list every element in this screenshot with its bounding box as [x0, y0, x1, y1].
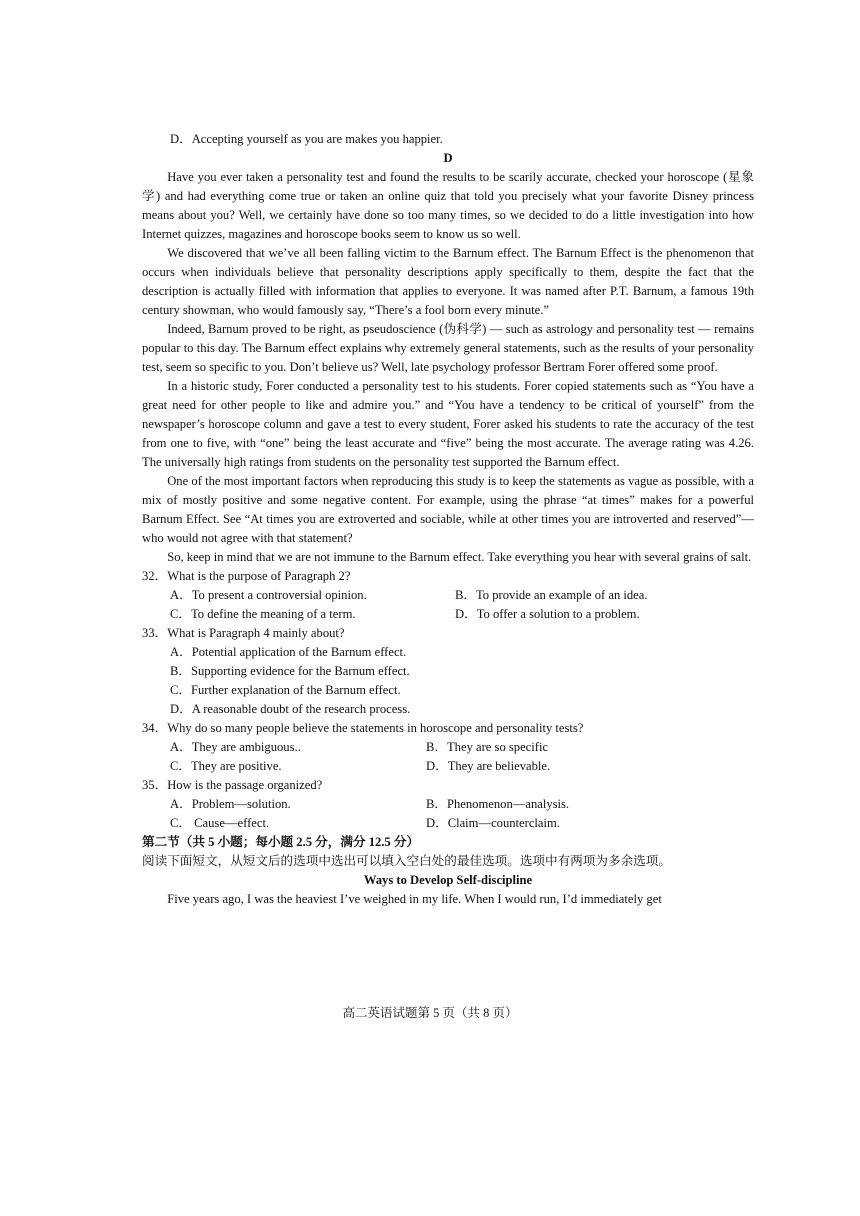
- option-a: A．To present a controversial opinion.: [170, 588, 367, 602]
- passage-paragraph-4: In a historic study, Forer conducted a personality test to his students. Forer copied statements such as “You have a great need for other people to like and admire you.” and “You have a tendency to be critical of yourself” from the newspaper’s horoscope column and gave a test to every student, Forer asked his students to rate the accuracy of the test from one to five, with “one” being the least accurate and “five” being the most accurate. The average rating was 4.26. The universally high ratings from students on the personality test supported the Barnum effect.: [142, 379, 754, 469]
- option-b: B．Supporting evidence for the Barnum effect.: [170, 664, 410, 678]
- option-c: C．They are positive.: [170, 759, 282, 773]
- question-32: [142, 567, 754, 624]
- question-stem: 33．What is Paragraph 4 mainly about?: [142, 626, 345, 640]
- option-b: B．They are so specific: [426, 740, 549, 754]
- section-two-title: Ways to Develop Self-discipline: [363, 873, 533, 887]
- option-c: C．Further explanation of the Barnum effect.: [170, 683, 401, 697]
- option-c: C． Cause—effect.: [170, 816, 270, 830]
- passage-paragraph-2: We discovered that we’ve all been falling victim to the Barnum effect. The Barnum Effect is the phenomenon that occurs when individuals believe that personality descriptions apply specifically to them, despite the fact that the description is actually filled with information that applies to everyone. It was named after P.T. Barnum, a famous 19th century showman, who would famously say, “There’s a fool born every minute.”: [142, 246, 754, 317]
- option-b: B．Phenomenon—analysis.: [426, 797, 570, 811]
- question-35: [142, 776, 754, 833]
- option-c: C．To define the meaning of a term.: [170, 607, 356, 621]
- section-two-first-line: Five years ago, I was the heaviest I’ve weighed in my life. When I would run, I’d immediately get: [167, 892, 662, 906]
- question-stem: 32．What is the purpose of Paragraph 2?: [142, 569, 351, 583]
- question-33: [142, 624, 754, 719]
- page-footer: 高二英语试题第 5 页（共 8 页）: [342, 1006, 518, 1020]
- passage-paragraph-3: Indeed, Barnum proved to be right, as pseudoscience (伪科学) — such as astrology and personality test — remains popular to this day. The Barnum effect explains why extremely general statements, such as the results of your personality test, seem so specific to you. Don’t believe us? Well, late psychology professor Bertram Forer offered some proof.: [142, 322, 754, 374]
- option-b: B．To provide an example of an idea.: [455, 588, 648, 602]
- option-d: D．A reasonable doubt of the research process.: [170, 702, 411, 716]
- previous-question-option-d: D．Accepting yourself as you are makes you happier.: [170, 132, 443, 146]
- option-a: A．Problem—solution.: [170, 797, 291, 811]
- passage-paragraph-1: Have you ever taken a personality test and found the results to be scarily accurate, checked your horoscope (星象学) and had everything come true or taken an online quiz that told you precisely what your favorite Disney princess means about you? Well, we certainly have done so too many times, so we decided to do a little investigation into how Internet quizzes, magazines and horoscope books seem to know us so well.: [142, 170, 754, 241]
- option-d: D．Claim—counterclaim.: [426, 816, 560, 830]
- option-d: D．To offer a solution to a problem.: [455, 607, 640, 621]
- question-stem: 34．Why do so many people believe the statements in horoscope and personality tests?: [142, 721, 584, 735]
- passage-paragraph-5: One of the most important factors when reproducing this study is to keep the statements as vague as possible, with a mix of mostly positive and some negative content. For example, using the phrase “at times” makes for a powerful Barnum Effect. See “At times you are extroverted and sociable, while at other times you are introverted and reserved”— who would not agree with that statement?: [142, 474, 754, 545]
- question-stem: 35．How is the passage organized?: [142, 778, 323, 792]
- question-34: [142, 719, 754, 776]
- section-two-instruction: 阅读下面短文，从短文后的选项中选出可以填入空白处的最佳选项。选项中有两项为多余选项。: [142, 854, 671, 868]
- option-a: A．They are ambiguous..: [170, 740, 301, 754]
- option-a: A．Potential application of the Barnum effect.: [170, 645, 407, 659]
- passage-letter: D: [443, 151, 453, 165]
- exam-page: [142, 130, 754, 909]
- option-d: D．They are believable.: [426, 759, 551, 773]
- passage-paragraph-6: So, keep in mind that we are not immune to the Barnum effect. Take everything you hear with several grains of salt.: [167, 550, 752, 564]
- section-two-heading: 第二节（共 5 小题；每小题 2.5 分，满分 12.5 分）: [142, 835, 420, 849]
